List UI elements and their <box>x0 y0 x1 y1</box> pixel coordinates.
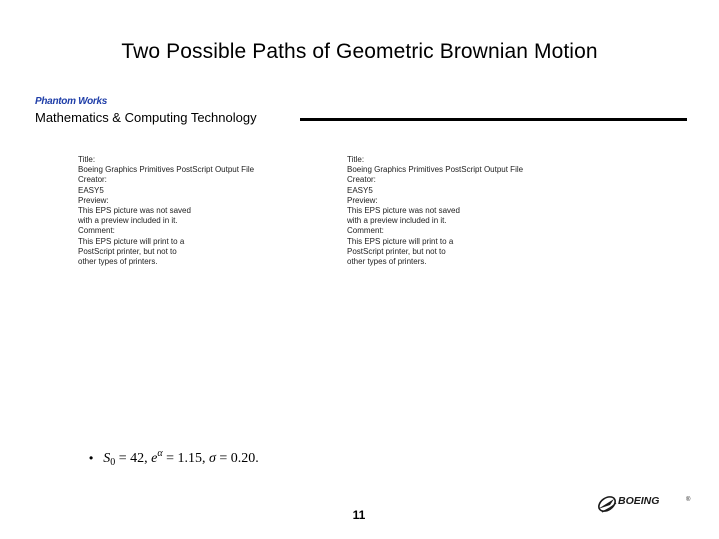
eps-line: other types of printers. <box>78 257 158 267</box>
eps-line: EASY5 <box>78 185 104 195</box>
slide-title: Two Possible Paths of Geometric Brownian Motion <box>121 40 598 63</box>
eps-line: with a preview included in it. <box>347 216 447 226</box>
e-alpha-value: = 1.15, <box>162 451 209 466</box>
eps-line: Preview: <box>78 195 109 205</box>
eps-line: Boeing Graphics Primitives PostScript Output File <box>347 165 524 175</box>
boeing-wordmark: BOEING <box>618 495 660 507</box>
sigma-value: = 0.20. <box>215 451 259 466</box>
eps-placeholder-right <box>347 155 547 267</box>
eps-line: EASY5 <box>347 185 373 195</box>
page-number: 11 <box>352 508 366 522</box>
parameter-bullet <box>89 448 259 468</box>
header-divider <box>300 118 687 121</box>
eps-line: Title: <box>78 155 96 164</box>
eps-line: This EPS picture was not saved <box>347 206 460 216</box>
e-variable: e <box>151 451 158 466</box>
eps-line: This EPS picture will print to a <box>78 236 185 246</box>
alpha-symbol: α <box>157 448 163 459</box>
eps-line: other types of printers. <box>347 257 427 267</box>
eps-line: PostScript printer, but not to <box>78 246 177 256</box>
phantom-works-label: Phantom Works <box>35 96 108 107</box>
eps-line: Comment: <box>347 226 384 236</box>
eps-line: Creator: <box>78 175 107 185</box>
bullet-dot: • <box>89 451 94 465</box>
sigma-symbol: σ <box>208 451 216 466</box>
eps-line: with a preview included in it. <box>78 216 178 226</box>
s-variable: S <box>103 451 111 466</box>
eps-line: Boeing Graphics Primitives PostScript Output File <box>78 165 255 175</box>
eps-line: Comment: <box>78 226 115 236</box>
eps-line: Preview: <box>347 195 378 205</box>
registered-mark: ® <box>686 497 691 503</box>
boeing-logo <box>596 492 696 518</box>
header-subtitle: Mathematics & Computing Technology <box>35 110 257 125</box>
s-value: = 42, <box>115 451 152 466</box>
s-subscript: 0 <box>110 457 116 468</box>
eps-placeholder-left <box>78 155 278 267</box>
eps-line: Title: <box>347 155 365 164</box>
eps-line: PostScript printer, but not to <box>347 246 446 256</box>
eps-line: This EPS picture will print to a <box>347 236 454 246</box>
eps-line: Creator: <box>347 175 376 185</box>
eps-line: This EPS picture was not saved <box>78 206 191 216</box>
